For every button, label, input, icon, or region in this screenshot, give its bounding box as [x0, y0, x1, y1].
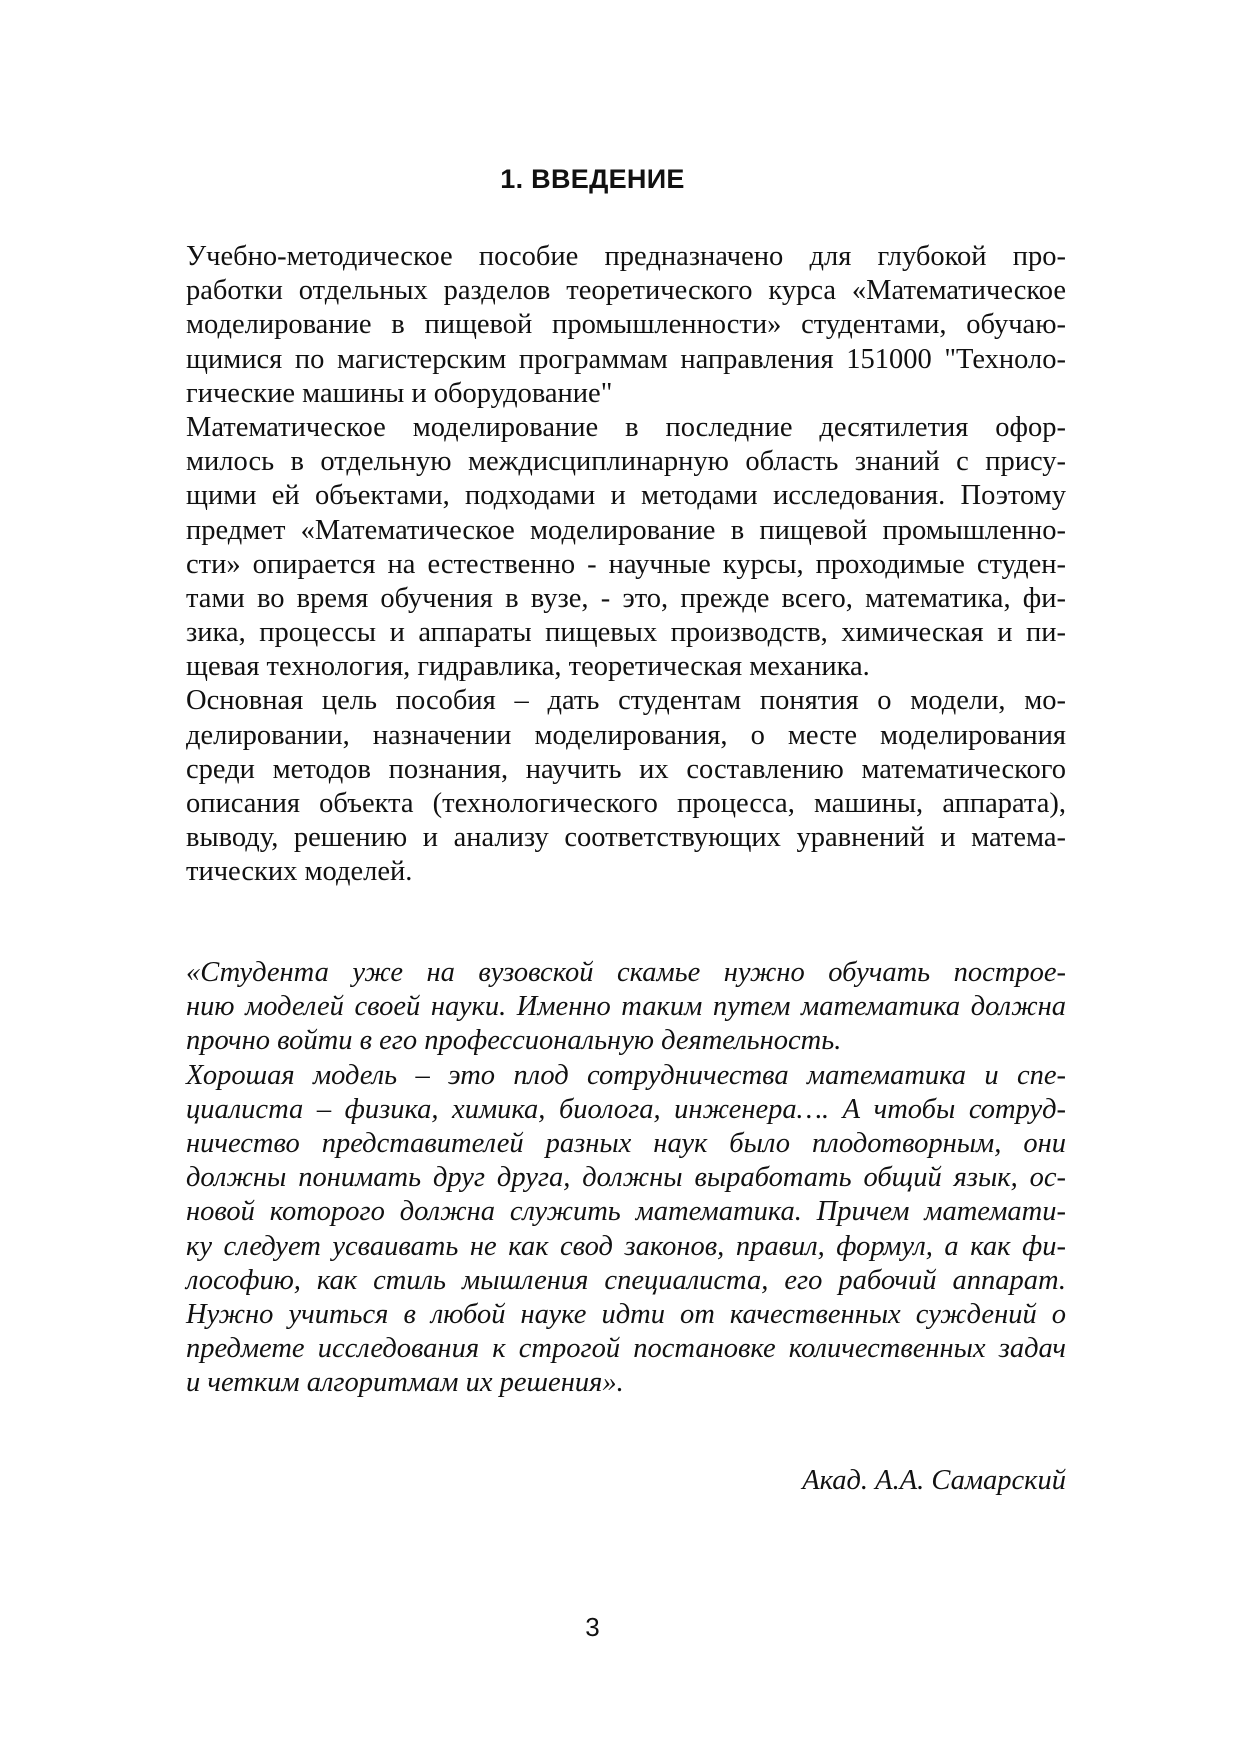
quote-line: и четким алгоритмам их решения». [186, 1367, 624, 1399]
text-line: работки отдельных разделов теоретического курса «Математическое [186, 275, 1066, 307]
quote-line: ничество представителей разных наук было плодотворным, они [186, 1127, 1066, 1159]
text-line: Основная цель пособия – дать студентам понятия о модели, мо- [186, 685, 1066, 717]
body-text [186, 240, 1066, 890]
quote-line: ку следует усваивать не как свод законов, правил, формул, а как фи- [186, 1230, 1066, 1262]
quote-line: предмете исследования к строгой постановке количественных задач [186, 1333, 1066, 1365]
text-line: Математическое моделирование в последние десятилетия офор- [186, 411, 1066, 443]
quote-line: лософию, как стиль мышления специалиста, его рабочий аппарат. [186, 1264, 1066, 1296]
quote-line: должны понимать друг друга, должны выработать общий язык, ос- [186, 1162, 1066, 1194]
quote-paragraph-1 [186, 956, 1066, 1059]
paragraph-1 [186, 240, 1066, 411]
text-line: Учебно-методическое пособие предназначено для глубокой про- [186, 241, 1066, 272]
text-line: среди методов познания, научить их составлению математического [186, 753, 1066, 785]
text-line: щимися по магистерским программам направления 151000 "Техноло- [186, 343, 1066, 375]
quote-line: «Студента уже на вузовской скамье нужно обучать построе- [186, 957, 1066, 988]
text-line: щевая технология, гидравлика, теоретическая механика. [186, 651, 870, 683]
page-number: 3 [585, 1612, 600, 1642]
text-line: тами во время обучения в вузе, - это, прежде всего, математика, фи- [186, 582, 1066, 614]
text-line: выводу, решению и анализу соответствующих уравнений и матема- [186, 822, 1066, 854]
quote-line: новой которого должна служить математика. Причем математи- [186, 1196, 1066, 1228]
text-line: гические машины и оборудование" [186, 377, 613, 409]
text-line: зика, процессы и аппараты пищевых производств, химическая и пи- [186, 617, 1066, 649]
text-line: предмет «Математическое моделирование в пищевой промышленно- [186, 514, 1066, 546]
quote-line: Нужно учиться в любой науке идти от качественных суждений о [186, 1298, 1066, 1330]
text-line: моделирование в пищевой промышленности» студентами, обучаю- [186, 309, 1066, 341]
section-heading: 1. ВВЕДЕНИЕ [500, 164, 685, 194]
text-line: тических моделей. [186, 856, 413, 888]
epigraph-quote [186, 956, 1066, 1400]
text-line: описания объекта (технологического процесса, машины, аппарата), [186, 788, 1066, 819]
quote-line: Хорошая модель – это плод сотрудничества математика и спе- [186, 1059, 1066, 1091]
text-line: щими ей объектами, подходами и методами исследования. Поэтому [186, 480, 1066, 512]
text-line: милось в отдельную междисциплинарную область знаний с прису- [186, 446, 1066, 478]
text-line: сти» опирается на естественно - научные курсы, проходимые студен- [186, 548, 1066, 580]
quote-paragraph-2 [186, 1059, 1066, 1401]
quote-line: нию моделей своей науки. Именно таким путем математика должна [186, 991, 1066, 1023]
quote-line: циалиста – физика, химика, биолога, инженера…. А чтобы сотруд- [186, 1093, 1066, 1125]
quote-author: Акад. А.А. Самарский [802, 1465, 1066, 1496]
paragraph-3 [186, 684, 1066, 889]
paragraph-2 [186, 411, 1066, 685]
quote-line: прочно войти в его профессиональную деятельность. [186, 1025, 842, 1057]
text-line: делировании, назначении моделирования, о месте моделирования [186, 719, 1066, 751]
